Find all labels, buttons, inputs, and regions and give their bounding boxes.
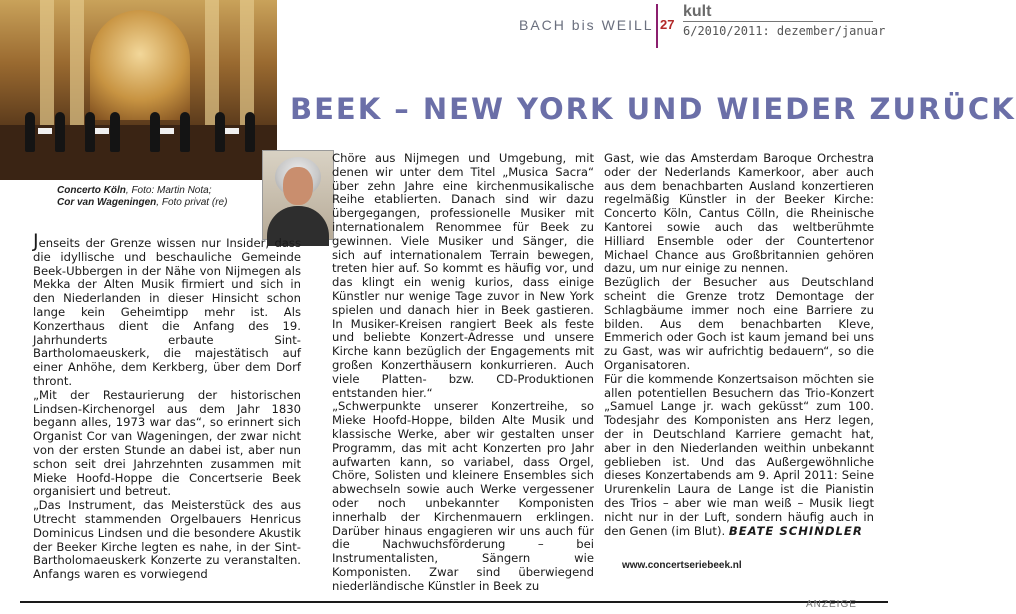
- caption-concert-name: Concerto Köln: [57, 185, 126, 196]
- paragraph: Jenseits der Grenze wissen nur Insider, dass die idyllische und beschauliche Gemeinde Beek-Ubbergen in der Nähe von Nijmegen als Mekka der Alten Musik firmiert und sich in den Niederlanden in dieser Hinsicht schon lange kein Geheimtipp mehr ist. Als Konzerthaus dient die Anfang des 19. Jahrhunderts erbaute Sint-Bartholomaeuskerk, die majestätisch auf einer Anhöhe, dem Kerkberg, über dem Dorf thront.: [33, 230, 301, 388]
- paragraph: „Das Instrument, das Meisterstück des aus Utrecht stammenden Orgelbauers Henricus Dominicus Lindsen und die besondere Akustik der Beeker Kirche legten es nahe, in der Sint- Bartholomaeuskerk Konzerte zu veranstalten. Anfangs waren es vorwiegend: [33, 498, 301, 582]
- header-rule: [683, 21, 873, 22]
- header-divider: [656, 4, 658, 48]
- issue-label: 6/2010/2011: dezember/januar: [683, 24, 886, 38]
- article-column-3: [604, 152, 874, 538]
- footer-rule: [20, 601, 888, 603]
- page-number: 27: [660, 17, 675, 32]
- paragraph: „Schwerpunkte unserer Konzertreihe, so Mieke Hoofd-Hoppe, bilden Alte Musik und klassische Werke, aber wir gestalten unser Programm, das mit acht Konzerten pro Jahr aufwarten kann, so variabel, dass Orgel, Chöre, Solisten und kleinere Ensembles sich abwechseln sowie auch Werke vergessener oder noch unbekannter Komponisten innerhalb der Kirchenmauern erklingen. Darüber hinaus engagieren wir uns auch für die Nachwuchsförderung – bei Instrumentalisten, Sängern wie Komponisten. Zwar sind überwiegend niederländische Künstler in Beek zu: [332, 399, 594, 593]
- paragraph: Gast, wie das Amsterdam Baroque Orchestra oder der Nederlands Kamerkoor, aber auch aus dem benachbarten Ausland konzertieren regelmäßig Künstler in der Beeker Kirche: Concerto Köln, Cantus Cölln, die Rheinische Kantorei sowie auch das weltberühmte Hilliard Ensemble oder der Countertenor Michael Chance aus Großbritannien gehören dazu, um nur einige zu nennen.: [604, 151, 874, 276]
- article-title: BEEK – NEW YORK UND WIEDER ZURÜCK: [290, 92, 1016, 126]
- portrait-photo: [262, 150, 334, 240]
- paragraph: „Mit der Restaurierung der historischen Lindsen-Kirchenorgel aus dem Jahr 1830 begann alles, 1973 war das“, so erinnert sich Organist Cor van Wageningen, der zwar nicht von der ersten Stunde an dabei ist, aber nun schon seit drei Jahrzehnten zusammen mit Mieke Hoofd-Hoppe die Concertserie Beek organisiert und betreut.: [33, 387, 301, 499]
- concert-photo: [0, 0, 277, 180]
- photo-caption: [57, 185, 227, 209]
- article-column-1: [33, 230, 301, 582]
- caption-portrait-name: Cor van Wageningen: [57, 197, 157, 208]
- section-label: BACH bis WEILL: [519, 17, 654, 33]
- website-link[interactable]: www.concertseriebeek.nl: [622, 560, 742, 571]
- article-column-2: [332, 152, 594, 594]
- drop-cap: J: [33, 230, 39, 252]
- caption-concert-credit: , Foto: Martin Nota;: [125, 185, 212, 196]
- caption-portrait-credit: , Foto privat (re): [156, 197, 228, 208]
- paragraph: Chöre aus Nijmegen und Umgebung, mit denen wir unter dem Titel „Musica Sacra“ über zehn Jahre eine kirchenmusikalische Reihe etablierten. Danach sind wir dazu übergegangen, professionelle Musiker mit internationalem Renommee für Beek zu gewinnen. Viele Musiker und Sänger, die sich auf internationalem Terrain bewegen, treten hier auf. So kommt es häufig vor, und das klingt ein wenig kurios, dass einige Künstler nur wenige Tage zuvor in New York spielen und danach hier in Beek gastieren. In Musiker-Kreisen rangiert Beek als feste und beliebte Konzert-Adresse und unsere Kirche kann bezüglich der Engagements mit großen Konzerthäusern konkurrieren. Auch viele Platten- bzw. CD-Produktionen entstanden hier.“: [332, 151, 594, 400]
- paragraph: Bezüglich der Besucher aus Deutschland scheint die Grenze trotz Demontage der Schlagbäume immer noch eine Barriere zu bilden. Aus dem benachbarten Kleve, Emmerich oder Goch ist kaum jemand bei uns zu Gast, was wir aufrichtig bedauern“, so die Organisatoren.: [604, 275, 874, 372]
- author-name: BEATE SCHINDLER: [728, 523, 863, 538]
- paragraph: Für die kommende Konzertsaison möchten sie allen potentiellen Besuchern das Trio-Konzert „Samuel Lange jr. wach geküsst“ zum 100. Todesjahr des Komponisten ans Herz legen, der in Deutschland Karriere gemacht hat, aber in den Niederlanden weithin unbekannt geblieben ist. Und das Außergewöhnliche dieses Konzertabends am 9. April 2011: Seine Ururenkelin Laura de Lange ist die Pianistin des Trios – aber wie man weiß – Musik liegt nicht nur in der Luft, sondern häufig auch in den Genen (im Blut). BEATE SCHINDLER: [604, 371, 874, 538]
- magazine-name: kult: [683, 3, 712, 20]
- footer-mark: ANZEIGE: [806, 599, 857, 610]
